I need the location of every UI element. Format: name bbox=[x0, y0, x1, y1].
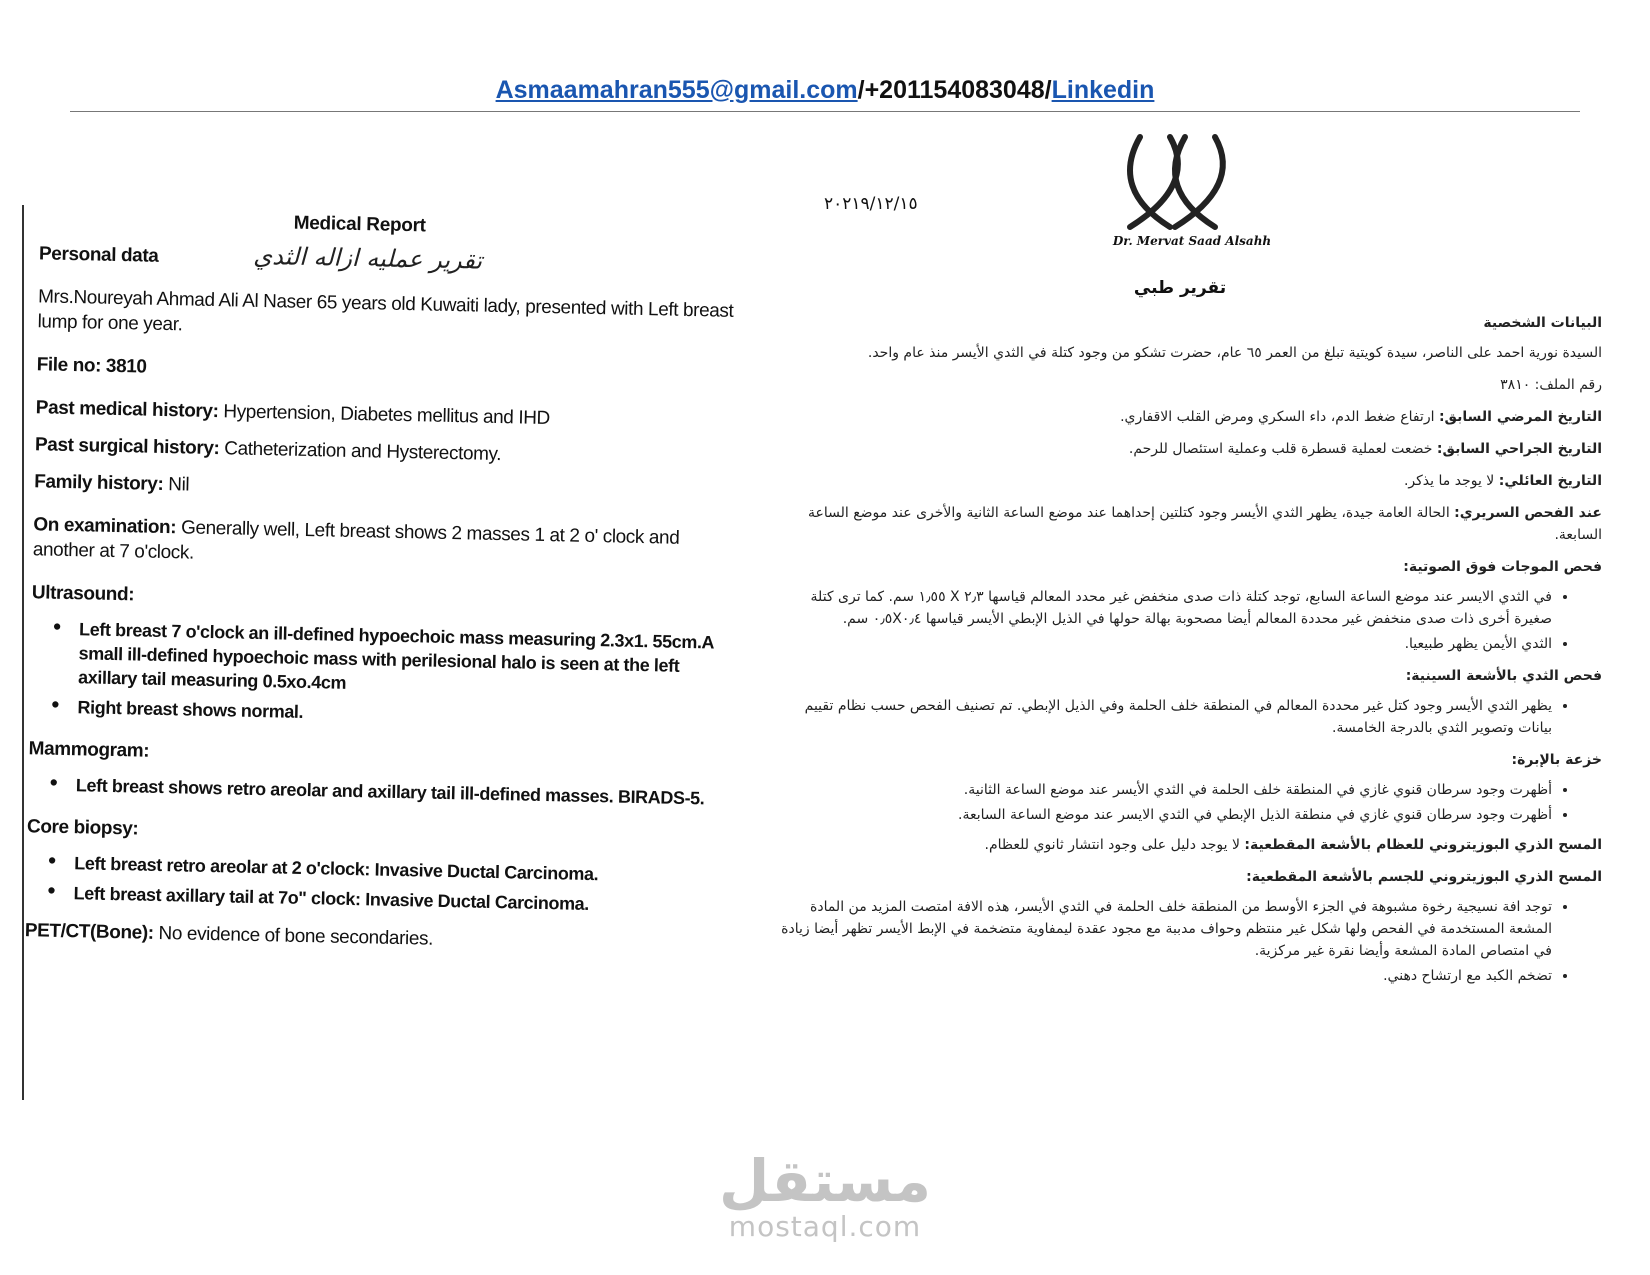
mammogram-list bbox=[76, 773, 732, 811]
psh-value: Catheterization and Hysterectomy. bbox=[219, 438, 502, 466]
biopsy-list bbox=[770, 779, 1602, 826]
patient-info: Mrs.Noureyah Ahmad Ali Al Naser 65 years old Kuwaiti lady, presented with Left breast lump for one year. bbox=[37, 286, 734, 336]
file-number: رقم الملف: ٣٨١٠ bbox=[1500, 377, 1602, 393]
header-divider bbox=[70, 111, 1580, 112]
pet-bone-value: لا يوجد دليل على وجود انتشار ثانوي للعظام. bbox=[984, 837, 1245, 853]
biopsy-label: Core biopsy: bbox=[26, 816, 139, 840]
family-history-value: Nil bbox=[163, 473, 190, 496]
mammogram-label: Mammogram: bbox=[28, 738, 150, 762]
phone-number: +201154083048 bbox=[864, 76, 1045, 104]
watermark-arabic: مستقل bbox=[718, 1147, 932, 1215]
watermark-latin: mostaql.com bbox=[728, 1210, 922, 1243]
separator: / bbox=[857, 76, 865, 104]
list-item: • يظهر الثدي الأيسر وجود كتل غير محددة المعالم في المنطقة خلف الحلمة وفي الذيل الإبطي. تم تصنيف الفحص حسب نظام تقييم بيانات وتصوير الثدي بالدرجة الخامسة. bbox=[770, 695, 1552, 739]
personal-data-heading: البيانات الشخصية bbox=[1483, 315, 1602, 331]
pmh-label: التاريخ المرضي السابق: bbox=[1438, 409, 1602, 425]
pet-label: PET/CT(Bone): bbox=[24, 920, 154, 944]
list-item: • Right breast shows normal. bbox=[77, 695, 733, 733]
family-history-value: لا يوجد ما يذكر. bbox=[1403, 473, 1499, 489]
psh-label: التاريخ الجراحي السابق: bbox=[1436, 441, 1602, 457]
exam-value: الحالة العامة جيدة، يظهر الثدي الأيسر وجود كتلتين إحداهما عند موضع الساعة الثانية والأخرى عند موضع الساعة السابعة. bbox=[807, 505, 1602, 543]
pet-bone-label: المسح الذري البوزيتروني للعظام بالأشعة المقطعية: bbox=[1244, 837, 1602, 853]
report-date: ٢٠٢١٩/١٢/١٥ bbox=[824, 194, 918, 214]
arabic-report-scan bbox=[740, 132, 1620, 1052]
personal-data-label: Personal data bbox=[38, 243, 159, 267]
linkedin-link[interactable]: Linkedin bbox=[1051, 76, 1155, 104]
list-item: • أظهرت وجود سرطان قنوي غازي في منطقة الذيل الإبطي في الثدي الايسر عند موضع الساعة السابعة. bbox=[770, 804, 1552, 826]
family-history-label: Family history: bbox=[34, 471, 164, 495]
patient-info: السيدة نورية احمد على الناصر، سيدة كويتية تبلغ من العمر ٦٥ عام، حضرت تشكو من وجود كتلة في الثدي الأيسر منذ عام واحد. bbox=[867, 345, 1602, 361]
mammogram-heading: فحص الثدي بالأشعة السينية: bbox=[1405, 668, 1602, 684]
ultrasound-heading: فحص الموجات فوق الصوتية: bbox=[1403, 559, 1602, 575]
ultrasound-list bbox=[770, 586, 1602, 655]
biopsy-list bbox=[73, 851, 730, 919]
ultrasound-label: Ultrasound: bbox=[31, 582, 135, 606]
pmh-value: ارتفاع ضغط الدم، داء السكري ومرض القلب الاقفاري. bbox=[1120, 409, 1439, 425]
ultrasound-list bbox=[77, 617, 735, 733]
list-item: • أظهرت وجود سرطان قنوي غازي في المنطقة خلف الحلمة في الثدي الأيسر عند موضع الساعة الثانية. bbox=[770, 779, 1552, 801]
arabic-report-title: تقرير طبي bbox=[1133, 278, 1227, 298]
list-item: • Left breast 7 o'clock an ill-defined hypoechoic mass measuring 2.3x1. 55cm.A small ill-defined hypoechoic mass with perilesional halo is seen at the left axillary tail measuring 0.5xo.4cm bbox=[78, 617, 735, 703]
pet-body-list bbox=[770, 896, 1602, 987]
mammogram-list bbox=[770, 695, 1602, 739]
list-item: • توجد افة نسيجية رخوة مشبوهة في الجزء الأوسط من المنطقة خلف الحلمة في الثدي الأيسر، هذه الافة امتصت المزيد من المادة المشعة المستخدمة في الفحص ولها شكل غير منتظم وحواف مدببة مع مجود عقدة ليمفاوية متضخمة في الإبط الأيسر تظهر أيضا زيادة في امتصاص المادة المشعة وأيضا نقرة غير مركزية. bbox=[770, 896, 1552, 962]
list-item: • Left breast axillary tail at 7o" clock: Invasive Ductal Carcinoma. bbox=[73, 881, 729, 919]
pet-value: No evidence of bone secondaries. bbox=[153, 922, 434, 950]
exam-label: On examination: bbox=[33, 514, 177, 539]
list-item: • في الثدي الايسر عند موضع الساعة السابع، توجد كتلة ذات صدى منخفض غير محدد المعالم قياسها ٢٫٣ X ١٫٥٥ سم. كما ترى كتلة صغيرة أخرى ذات صدى منخفض غير محددة المعالم أيضا مصحوبة بهالة حولها في الذيل الإبطي الأيسر قياسها ٠٫٥X٠٫٤ سم. bbox=[770, 586, 1552, 630]
family-history-label: التاريخ العائلي: bbox=[1498, 473, 1602, 489]
psh-value: خضعت لعملية قسطرة قلب وعملية استئصال للرحم. bbox=[1128, 441, 1437, 457]
contact-header bbox=[70, 76, 1580, 105]
list-item: • Left breast retro areolar at 2 o'clock: Invasive Ductal Carcinoma. bbox=[74, 851, 730, 889]
pmh-label: Past medical history: bbox=[35, 397, 219, 423]
report-title: Medical Report bbox=[293, 212, 426, 237]
exam-label: عند الفحص السريري: bbox=[1454, 505, 1602, 521]
list-item: • الثدي الأيمن يظهر طبيعيا. bbox=[770, 633, 1552, 655]
handwritten-note: تقرير عمليه ازاله الثدي bbox=[253, 241, 483, 275]
pmh-value: Hypertension, Diabetes mellitus and IHD bbox=[218, 401, 551, 430]
exam-value: Generally well, Left breast shows 2 masses 1 at 2 o' clock and another at 7 o'clock. bbox=[32, 517, 680, 564]
list-item: • تضخم الكبد مع ارتشاح دهني. bbox=[770, 965, 1552, 987]
separator: / bbox=[1044, 76, 1052, 104]
english-report-scan bbox=[22, 205, 744, 1100]
arabic-report-body bbox=[770, 302, 1602, 995]
list-item: • Left breast shows retro areolar and axillary tail ill-defined masses. BIRADS-5. bbox=[76, 773, 732, 811]
psh-label: Past surgical history: bbox=[34, 434, 220, 460]
file-number: File no: 3810 bbox=[36, 354, 147, 378]
pet-body-heading: المسح الذري البوزيتروني للجسم بالأشعة المقطعية: bbox=[1246, 869, 1602, 885]
mostaql-watermark bbox=[640, 1147, 1010, 1243]
email-link[interactable]: Asmaamahran555@gmail.com bbox=[495, 76, 858, 104]
logo-caption: Dr. Mervat Saad Alsahh bbox=[1112, 234, 1272, 248]
biopsy-heading: خزعة بالإبرة: bbox=[1511, 752, 1602, 768]
ribbon-logo-icon bbox=[1110, 132, 1260, 237]
